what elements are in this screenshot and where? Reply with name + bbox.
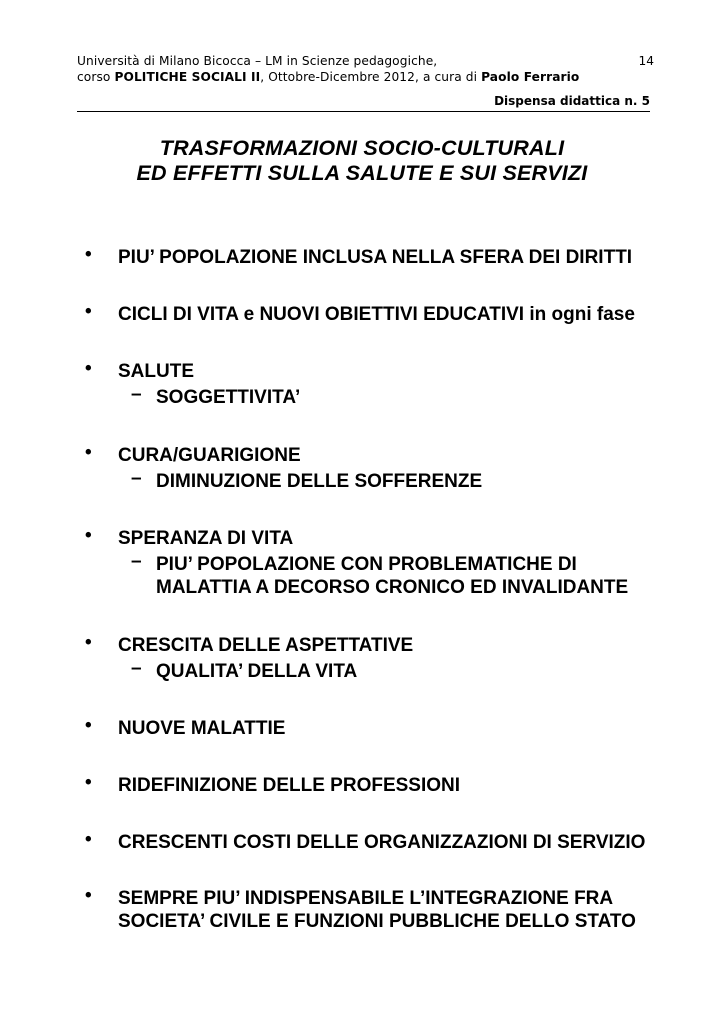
sub-item-continuation: MALATTIA A DECORSO CRONICO ED INVALIDANTE	[156, 577, 629, 598]
dash-icon: –	[131, 658, 142, 679]
list-item: RIDEFINIZIONE DELLE PROFESSIONI	[118, 775, 461, 796]
header-line-1: Università di Milano Bicocca – LM in Scienze pedagogiche,	[77, 54, 438, 68]
bullet-icon: •	[85, 442, 92, 463]
page-number: 14	[638, 54, 654, 68]
dash-icon: –	[131, 384, 142, 405]
list-item: CRESCENTI COSTI DELLE ORGANIZZAZIONI DI SERVIZIO	[118, 832, 646, 853]
dash-icon: –	[131, 551, 142, 572]
sub-item: SOGGETTIVITA’	[156, 387, 301, 408]
list-item-continuation: SOCIETA’ CIVILE E FUNZIONI PUBBLICHE DELLO STATO	[118, 911, 636, 932]
bullet-icon: •	[85, 632, 92, 653]
bullet-icon: •	[85, 829, 92, 850]
course-name: POLITICHE SOCIALI II	[114, 70, 261, 84]
bullet-icon: •	[85, 244, 92, 265]
dash-icon: –	[131, 468, 142, 489]
sub-item: DIMINUZIONE DELLE SOFFERENZE	[156, 471, 483, 492]
dispensa-label: Dispensa didattica n. 5	[494, 94, 650, 108]
list-item: SALUTE	[118, 361, 194, 382]
bullet-icon: •	[85, 772, 92, 793]
bullet-icon: •	[85, 301, 92, 322]
header-rule	[77, 111, 650, 112]
header-line-2	[77, 70, 579, 84]
header-date-author-intro: , Ottobre-Dicembre 2012, a cura di	[260, 70, 482, 84]
list-item: NUOVE MALATTIE	[118, 718, 286, 739]
list-item: CRESCITA DELLE ASPETTATIVE	[118, 635, 414, 656]
title-line-1: TRASFORMAZIONI SOCIO-CULTURALI	[159, 136, 565, 160]
author-name: Paolo Ferrario	[481, 70, 580, 84]
list-item: SEMPRE PIU’ INDISPENSABILE L’INTEGRAZIONE FRA	[118, 888, 614, 909]
header-prefix: corso	[77, 70, 115, 84]
sub-item: QUALITA’ DELLA VITA	[156, 661, 358, 682]
bullet-icon: •	[85, 715, 92, 736]
list-item: SPERANZA DI VITA	[118, 528, 294, 549]
bullet-icon: •	[85, 358, 92, 379]
list-item: CURA/GUARIGIONE	[118, 445, 301, 466]
list-item: PIU’ POPOLAZIONE INCLUSA NELLA SFERA DEI DIRITTI	[118, 247, 633, 268]
title-line-2: ED EFFETTI SULLA SALUTE E SUI SERVIZI	[136, 161, 588, 185]
bullet-icon: •	[85, 885, 92, 906]
sub-item: PIU’ POPOLAZIONE CON PROBLEMATICHE DI	[156, 554, 577, 575]
bullet-icon: •	[85, 525, 92, 546]
list-item: CICLI DI VITA e NUOVI OBIETTIVI EDUCATIVI in ogni fase	[118, 304, 635, 325]
